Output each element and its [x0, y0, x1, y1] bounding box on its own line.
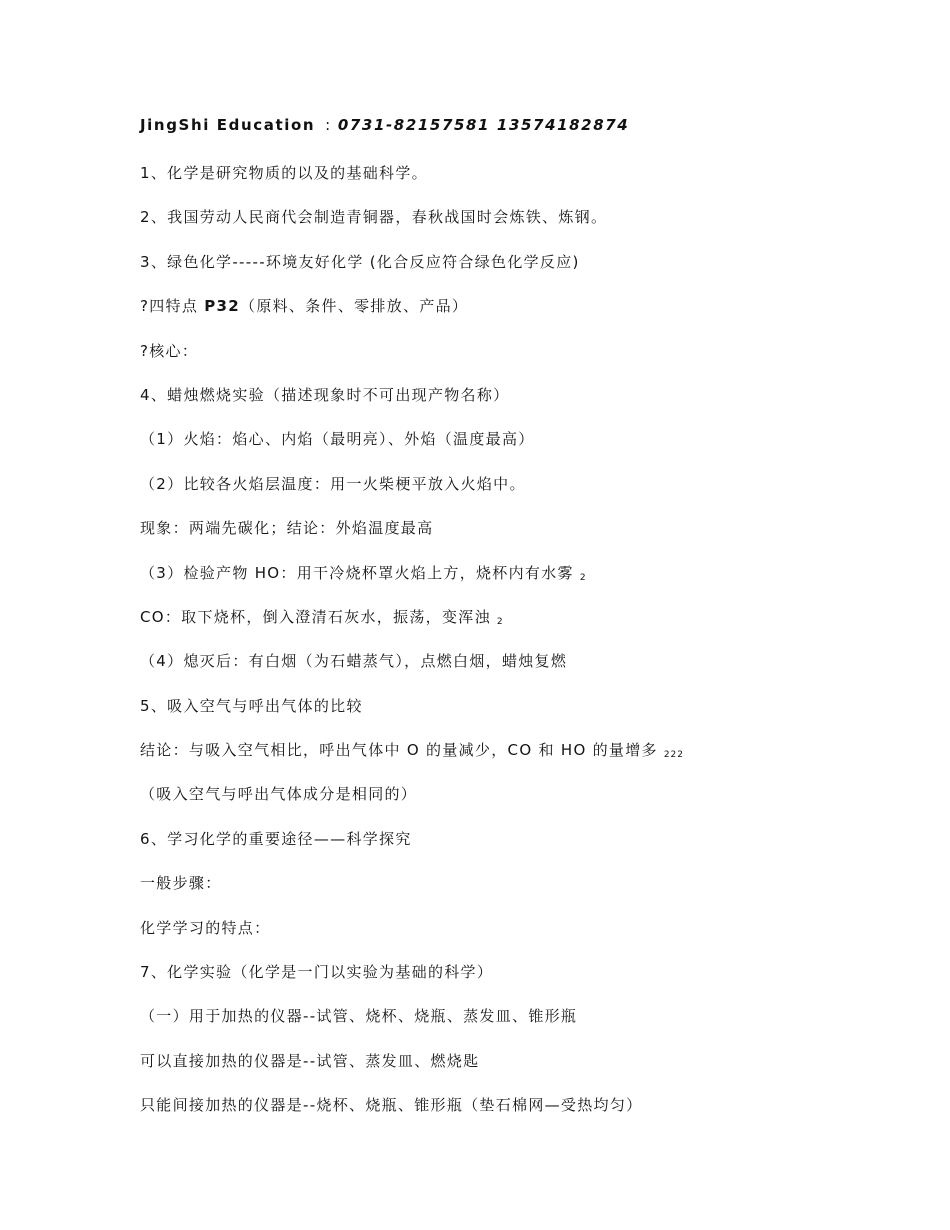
text-line: 现象：两端先碳化；结论：外焰温度最高 [140, 519, 434, 538]
text-line: 只能间接加热的仪器是--烧杯、烧瓶、锥形瓶（垫石棉网—受热均匀） [140, 1096, 643, 1115]
text-line: 2、我国劳动人民商代会制造青铜器，春秋战国时会炼铁、炼钢。 [140, 208, 608, 227]
subscript-marker: 2 [579, 572, 587, 583]
subscript-marker: 2 [496, 616, 504, 627]
text-line: ?核心： [140, 341, 199, 360]
text-line: 3、绿色化学-----环境友好化学 (化合反应符合绿色化学反应) [140, 252, 580, 271]
text-line: （1）火焰：焰心、内焰（最明亮）、外焰（温度最高） [140, 430, 535, 449]
page-reference: P32 [204, 297, 241, 316]
text-line: CO：取下烧杯，倒入澄清石灰水，振荡，变浑浊 $_2$ [140, 607, 504, 627]
contact-phone: 0731-82157581 13574182874 [337, 116, 630, 134]
text-line: 7、化学实验（化学是一门以实验为基础的科学） [140, 963, 494, 982]
text-line: 一般步骤： [140, 874, 222, 893]
brand-name: JingShi Education [140, 116, 316, 134]
text-line: ?四特点 P32（原料、条件、零排放、产品） [140, 297, 469, 316]
text-line: （4）熄灭后：有白烟（为石蜡蒸气），点燃白烟，蜡烛复燃 [140, 652, 568, 671]
subscript-marker: 222 [663, 750, 685, 761]
text-line: （一）用于加热的仪器--试管、烧杯、烧瓶、蒸发皿、锥形瓶 [140, 1007, 578, 1026]
text-line: （3）检验产物 HO：用干冷烧杯罩火焰上方，烧杯内有水雾 $_2$ [140, 563, 587, 583]
header-separator: : [325, 116, 332, 134]
document-header [140, 116, 629, 134]
text-line: 6、学习化学的重要途径——科学探究 [140, 829, 412, 848]
text-line: 4、蜡烛燃烧实验（描述现象时不可出现产物名称） [140, 385, 510, 404]
text-line: （2）比较各火焰层温度：用一火柴梗平放入火焰中。 [140, 474, 526, 493]
text-line: 化学学习的特点： [140, 918, 271, 937]
text-line: 结论：与吸入空气相比，呼出气体中 O 的量减少，CO 和 HO 的量增多 $_{222}$ [140, 741, 685, 761]
text-line: 可以直接加热的仪器是--试管、蒸发皿、燃烧匙 [140, 1051, 480, 1070]
text-line: 5、吸入空气与呼出气体的比较 [140, 696, 363, 715]
text-line: （吸入空气与呼出气体成分是相同的） [140, 785, 418, 804]
text-body [140, 161, 840, 1138]
text-line: 1、化学是研究物质的以及的基础科学。 [140, 164, 428, 182]
